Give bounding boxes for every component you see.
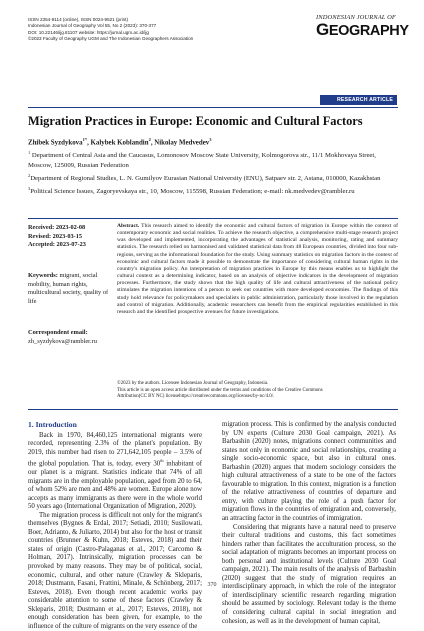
accepted-date bbox=[28, 241, 113, 250]
affiliation-number: 2 bbox=[28, 172, 31, 178]
header-divider bbox=[28, 107, 398, 108]
author-affiliation-mark: 3 bbox=[209, 137, 212, 142]
keywords-label: Keywords: bbox=[28, 272, 58, 279]
revised-value: 2023-03-15 bbox=[52, 232, 83, 240]
body-column-left bbox=[28, 420, 202, 631]
affiliation-item bbox=[28, 148, 398, 170]
body-paragraph: The migration process is difficult not only for the migrant's themselves (Bygnes & Erdal, 2017; Setiadi, 2010; Susilowati, Boer, Adrianto, & Juliarto, 2014) but also for the host or transit countries (Brunner & Kuhn, 2018; Esteves, 2018) and their states of origin (Castro-Palaganas et al., 2017; Carcomo & Holman, 2017). Intrinsically, migration processes can be provoked by many reasons. They may be of political, social, economic, cultural, and other nature (Crawley & Skleparis, 2018; Dustmann, Fasani, Frattini, Minale, & Schönberg, 2017; Esteves, 2018). Even though recent academic works pay considerable attention to some of these factors (Crawley & Skleparis, 2018; Dustmann et al., 2017; Esteves, 2018), not enough consideration has been given, for example, to the influence of the culture of migrants on the very essence of the bbox=[28, 511, 202, 630]
citation-line: Indonesian Journal of Geography Vol 55, No 2 (2023): 370-377 bbox=[28, 23, 157, 29]
body-paragraph: Considering that migrants have a natural need to preserve their cultural traditions and customs, this fact sometimes hinders rather than facilitates the acculturation process, so the social adaptation of migrants becomes an important process on both personal and institutional levels (Culture 2030 Goal campaign, 2021). The main results of the analysis of Barbashin (2020) suggest that the study of migration requires an interdisciplinary approach, in which the role of the integrator of interdisciplinary scientific research regarding migration should be assumed by sociology. Relevant today is the theme of considering cultural capital in social integration and cohesion, as well as in the development of human capital, bbox=[222, 523, 396, 625]
received-label: Received: bbox=[28, 224, 55, 231]
revised-label: Revised: bbox=[28, 232, 52, 240]
author-name: Zhibek Syzdykova bbox=[28, 139, 83, 147]
abstract-label: Abstract. bbox=[117, 223, 140, 229]
keywords-block bbox=[28, 272, 112, 307]
issn-line: ISSN 2354-9114 (online), ISSN 0024-9521 (print) bbox=[28, 17, 129, 22]
affiliation-divider bbox=[28, 218, 398, 219]
paragraph-text: inhabitant of our planet is a migrant. Statistics indicate that 74% of all migrants are in the employable population, aged from 20 to 64, of whom 52% are men and 48% are women. Europe alone now accepts as many immigrants as there were in the whole world 50 years ago (International Organization of Migration, 2020). bbox=[28, 460, 202, 511]
logo-rest-letters: EOGRAPHY bbox=[328, 23, 409, 39]
affiliation-item bbox=[28, 171, 398, 184]
author-name: Kalybek Koblandin bbox=[90, 139, 149, 147]
body-divider bbox=[28, 409, 398, 410]
affiliations bbox=[28, 148, 398, 197]
ordinal-suffix: th bbox=[160, 458, 164, 464]
correspondence-email[interactable]: zh_syzdykova@rambler.ru bbox=[28, 337, 97, 345]
revised-date bbox=[28, 233, 113, 242]
accepted-label: Accepted: bbox=[28, 241, 55, 249]
affiliation-number: 1 bbox=[28, 150, 31, 155]
keywords-text: migrant, social mobility, human rights, multicultural society, quality of life bbox=[28, 272, 109, 306]
article-title: Migration Practices in Europe: Economic and Cultural Factors bbox=[28, 114, 363, 128]
abstract bbox=[117, 223, 398, 316]
author-list: Zhibek Syzdykova$^{1*}$, Kalybek Koblandin$^2$, Nikolay Medvedev$^3$ bbox=[28, 137, 212, 147]
journal-header-info bbox=[28, 17, 268, 42]
author-name: Nikolay Medvedev bbox=[154, 139, 210, 147]
author-affiliation-mark: 1* bbox=[82, 137, 88, 142]
affiliation-number: 3 bbox=[28, 186, 31, 192]
logo-main-text bbox=[316, 20, 409, 39]
logo-top-text: INDONESIAN JOURNAL OF bbox=[316, 14, 396, 21]
logo-big-letter: G bbox=[316, 20, 329, 39]
license-line: This article is an open access article distributed under the terms and conditions of the Creative Commons bbox=[117, 387, 323, 393]
section-heading: 1. Introduction bbox=[28, 420, 77, 429]
accepted-value: 2023-07-23 bbox=[56, 241, 86, 249]
correspondence-block bbox=[28, 329, 112, 346]
abstract-text: This research aimed to identify the economic and cultural factors of migration in Europe within the context of contemporary economic and social realities. To achieve the research objective, a comprehensive multi-stage research project was developed and implemented, incorporating the advantages of statistical analysis, monitoring, rating and summary statistics. The research relied on harmonised and validated statistical data from 48 European countries, divided into four sub-regions, serving as the informational foundation for the study. Using summary statistics on migration factors in the context of economic and cultural factors made it possible to demonstrate the importance of considering cultural human rights in the country's migration policy. An interpretation of migration practices in Europe by this means enables us to highlight the cultural context as a determining indicator, based on an analysis of objective indicators in the development of migration processes. Furthermore, the study shows that the high quality of life and cultural attractiveness of the national policy stimulates the migration intentions of a person to seek out countries with more developed economies. The findings of this study hold relevance for policymakers and specialists in public administration, particularly those involved in the regulation and control of migration. Additionally, academic researchers can benefit from the empirical regularities established in this research and the identified prospective avenues for future investigations. bbox=[117, 223, 398, 315]
affiliation-text: Department of Regional Studies, L. N. Gumilyov Eurasian National University (ENU), Satpaev str. 2, Astana, 010000, Kazakhstan bbox=[30, 175, 381, 183]
page-number: 370 bbox=[207, 582, 217, 588]
license-block bbox=[117, 381, 398, 401]
body-paragraph bbox=[28, 432, 202, 512]
affiliation-text: Department of Central Asia and the Caucasus, Lomonosov Moscow State University, Kolmogorova str., 11/1 Mokhovaya Street, Moscow, 125009, Russian Federation bbox=[28, 152, 376, 169]
affiliation-text: Political Science Issues, Zagoryevskaya str., 10, Moscow, 115598, Russian Federation; e-mail: nk.medvedev@rambler.ru bbox=[30, 188, 355, 196]
doi-line: DOI: 10.22146/ijg.81107 website: https://jurnal.ugm.ac.id/ijg bbox=[28, 29, 149, 35]
article-dates bbox=[28, 224, 113, 250]
affiliation-item bbox=[28, 184, 398, 197]
journal-logo bbox=[316, 14, 409, 44]
license-line[interactable]: Attribution(CC BY NC) licensehttps://creativecommons.org/licenses/by-nc/4.0/. bbox=[117, 394, 275, 399]
received-value: 2023-02-08 bbox=[55, 224, 86, 231]
license-line: ©2023 by the authors. Licensee Indonesian Journal of Geography, Indonesia. bbox=[117, 381, 269, 386]
copyright-line: ©2023 Faculty of Geography UGM and The Indonesian Geographers Association bbox=[28, 35, 194, 41]
article-type-badge: RESEARCH ARTICLE bbox=[320, 95, 397, 105]
paragraph-text: Back in 1970, 84,460,125 international migrants were recorded, representing 2.3% of the planet's population. By 2019, this number had risen to 271,642,105 people – 3.5% of the global population. That is, today, every 30 bbox=[28, 431, 202, 468]
body-paragraph: migration process. This is confirmed by the analysis conducted by UN experts (Culture 2030 Goal campaign, 2021). As Barbashin (2020) notes, migrations connect communities and states not only in economic and social relationships, creating a single socio-economic space, but also in cultural ones. Barbashin (2020) argues that modern sociology considers the high cultural attractiveness of a state to be one of the factors favourable to migration. In this context, migration is a function of the relative attractiveness of countries of departure and entry, with culture playing the role of a push factor for migration flows in the countries of emigration and, conversely, an attracting factor in the countries of immigration. bbox=[222, 421, 396, 523]
received-date bbox=[28, 224, 113, 233]
author-affiliation-mark: 2 bbox=[148, 137, 151, 142]
body-column-right bbox=[222, 421, 396, 626]
correspondence-label: Correspondent email: bbox=[28, 329, 88, 336]
